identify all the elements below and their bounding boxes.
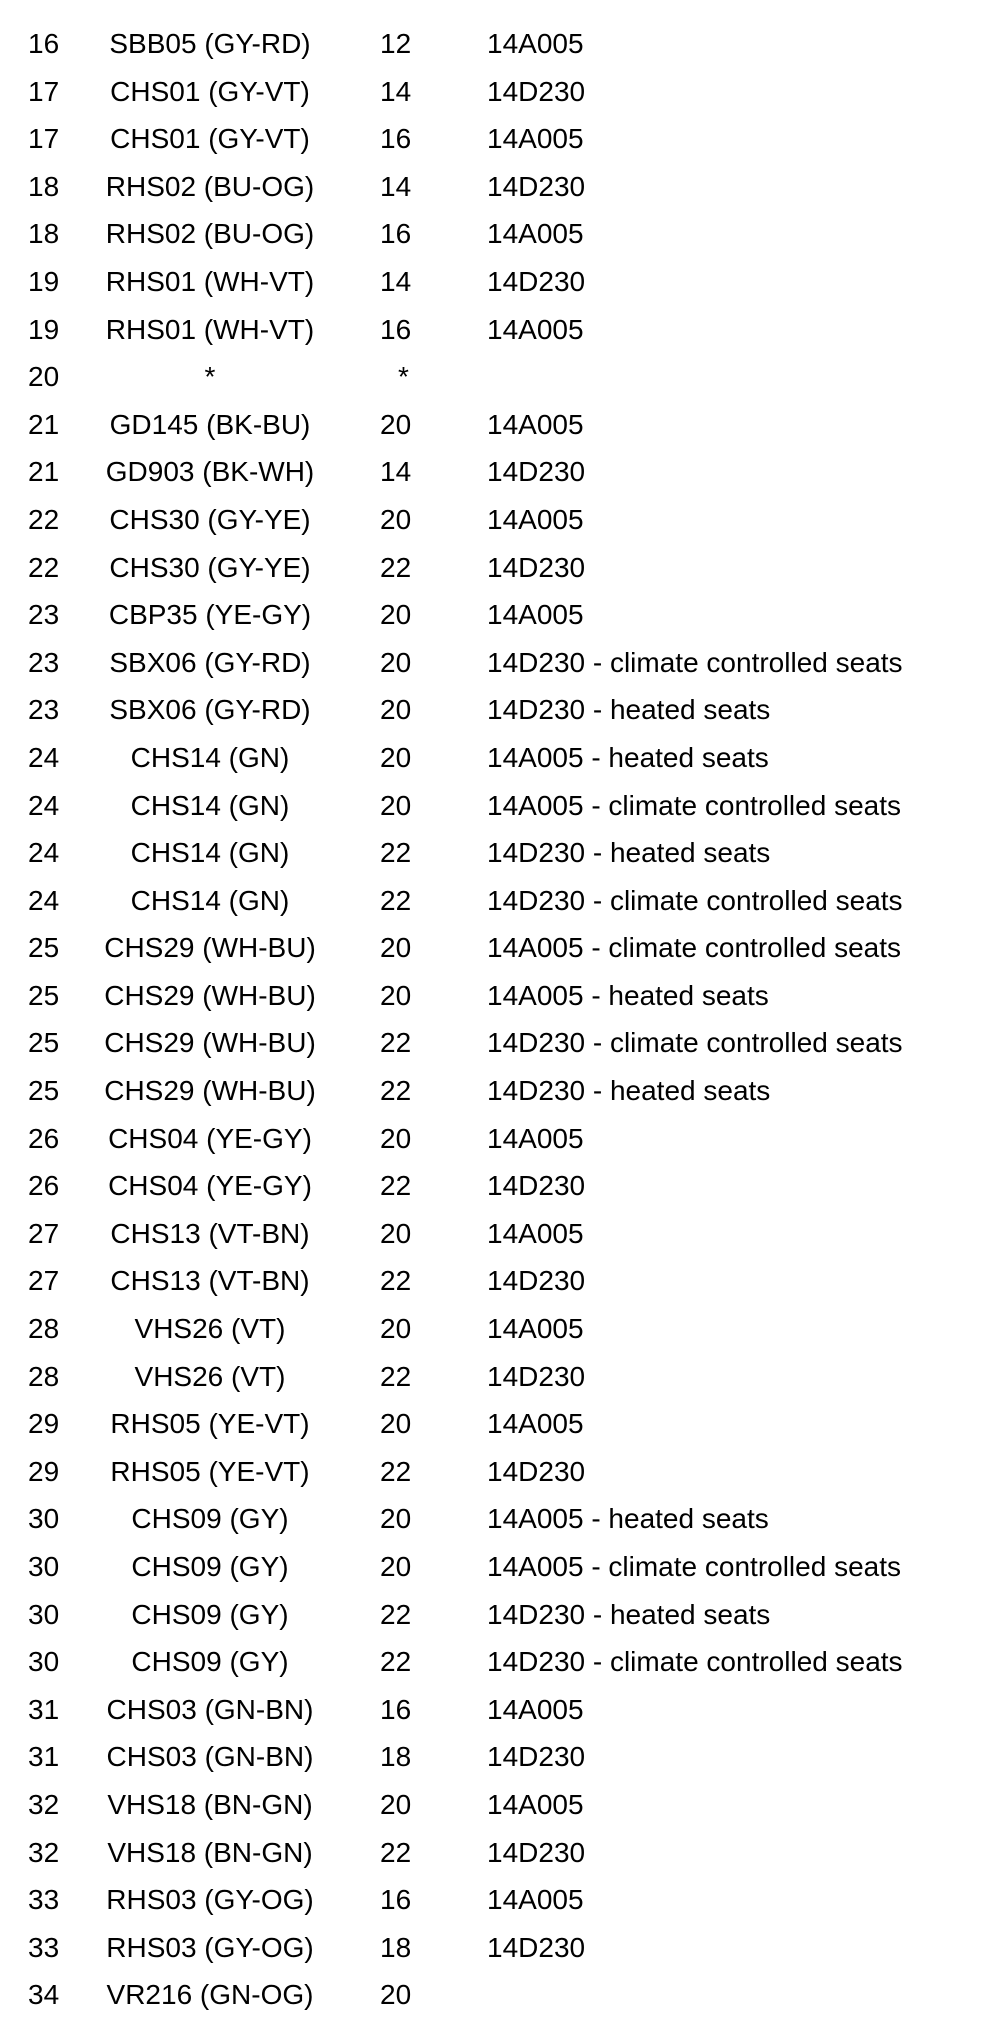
circuit-cell: CHS14 (GN) [130, 884, 290, 916]
pin-number-cell: 21 [28, 456, 60, 488]
option-cell: 14D230 [487, 456, 586, 488]
option-cell: 14D230 - heated seats [487, 837, 771, 869]
option-cell: 14A005 [487, 1122, 584, 1154]
circuit-cell: CHS04 (YE-GY) [108, 1122, 312, 1154]
pin-number-cell: 16 [28, 28, 60, 59]
option-cell: 14D230 - heated seats [487, 1598, 771, 1630]
option-cell: 14A005 - climate controlled seats [487, 932, 901, 964]
circuit-cell: CHS03 (GN-BN) [106, 1693, 314, 1725]
wire-gauge-cell: 20 [380, 646, 412, 678]
option-cell: 14D230 [487, 170, 586, 202]
circuit-cell: RHS05 (YE-VT) [110, 1455, 310, 1487]
circuit-cell: SBB05 (GY-RD) [109, 28, 311, 59]
option-cell: 14D230 - climate controlled seats [487, 1027, 903, 1059]
circuit-cell: SBX06 (GY-RD) [109, 646, 311, 678]
table-row [0, 163, 992, 211]
pin-number-cell: 25 [28, 1027, 60, 1059]
table-row [0, 1686, 992, 1734]
pin-number-cell: 19 [28, 313, 60, 345]
wire-gauge-cell: 20 [380, 1503, 412, 1535]
option-cell: 14D230 - heated seats [487, 694, 771, 726]
table-row [0, 972, 992, 1020]
pin-number-cell: 32 [28, 1788, 60, 1820]
pin-number-cell: 27 [28, 1217, 60, 1249]
option-cell: 14A005 - heated seats [487, 741, 769, 773]
wire-gauge-cell: 22 [380, 551, 412, 583]
pin-number-cell: 29 [28, 1455, 60, 1487]
wire-gauge-cell: 20 [380, 408, 412, 440]
circuit-cell: CHS09 (GY) [131, 1646, 289, 1678]
option-cell: 14D230 - climate controlled seats [487, 884, 903, 916]
wire-gauge-cell: 22 [380, 1360, 412, 1392]
circuit-cell: CHS13 (VT-BN) [110, 1217, 310, 1249]
table-row [0, 1829, 992, 1877]
option-cell: 14A005 [487, 1313, 584, 1345]
circuit-cell: RHS01 (WH-VT) [105, 265, 315, 297]
circuit-cell: RHS05 (YE-VT) [110, 1408, 310, 1440]
table-row [0, 448, 992, 496]
circuit-cell: CHS09 (GY) [131, 1598, 289, 1630]
table-row [0, 1162, 992, 1210]
pin-number-cell: 25 [28, 932, 60, 964]
wire-gauge-cell: 22 [380, 1170, 412, 1202]
pin-number-cell: 19 [28, 265, 60, 297]
circuit-cell: * [204, 361, 216, 393]
option-cell: 14D230 [487, 551, 586, 583]
pin-number-cell: 30 [28, 1598, 60, 1630]
table-row [0, 401, 992, 449]
wire-gauge-cell: 20 [380, 1788, 412, 1820]
wire-gauge-cell: 20 [380, 1122, 412, 1154]
circuit-cell: SBX06 (GY-RD) [109, 694, 311, 726]
option-cell: 14A005 [487, 1884, 584, 1916]
pin-number-cell: 31 [28, 1741, 60, 1773]
option-cell: 14D230 [487, 75, 586, 107]
table-row [0, 1448, 992, 1496]
pin-number-cell: 29 [28, 1408, 60, 1440]
table-row [0, 353, 992, 401]
wire-gauge-cell: 22 [380, 1027, 412, 1059]
wire-gauge-cell: 14 [380, 170, 412, 202]
table-row [0, 496, 992, 544]
circuit-cell: CHS01 (GY-VT) [110, 123, 310, 155]
option-cell: 14A005 [487, 123, 584, 155]
wire-gauge-cell: 20 [380, 789, 412, 821]
pin-number-cell: 28 [28, 1313, 60, 1345]
wire-gauge-cell: * [398, 361, 409, 393]
wire-gauge-cell: 20 [380, 1408, 412, 1440]
table-row [0, 20, 992, 68]
option-cell: 14D230 [487, 1265, 586, 1297]
pin-number-cell: 17 [28, 75, 60, 107]
table-row [0, 115, 992, 163]
option-cell: 14A005 - heated seats [487, 1503, 769, 1535]
wire-gauge-cell: 20 [380, 599, 412, 631]
circuit-cell: CHS04 (YE-GY) [108, 1170, 312, 1202]
pin-number-cell: 25 [28, 979, 60, 1011]
pin-number-cell: 23 [28, 646, 60, 678]
table-row [0, 1305, 992, 1353]
pin-number-cell: 23 [28, 694, 60, 726]
circuit-cell: CHS14 (GN) [130, 837, 290, 869]
option-cell: 14D230 [487, 265, 586, 297]
pin-number-cell: 18 [28, 218, 60, 250]
wire-gauge-cell: 20 [380, 932, 412, 964]
table-row [0, 1353, 992, 1401]
wire-gauge-cell: 22 [380, 1598, 412, 1630]
wire-gauge-cell: 22 [380, 884, 412, 916]
wire-gauge-cell: 20 [380, 694, 412, 726]
table-row [0, 1210, 992, 1258]
wire-gauge-cell: 22 [380, 1265, 412, 1297]
pin-number-cell: 24 [28, 837, 60, 869]
wire-gauge-cell: 12 [380, 28, 412, 59]
option-cell: 14D230 - climate controlled seats [487, 646, 903, 678]
pin-number-cell: 28 [28, 1360, 60, 1392]
table-row [0, 1876, 992, 1924]
wire-gauge-cell: 14 [380, 456, 412, 488]
wire-gauge-cell: 14 [380, 75, 412, 107]
table-row [0, 1067, 992, 1115]
pin-number-cell: 20 [28, 361, 60, 393]
option-cell: 14D230 - climate controlled seats [487, 1646, 903, 1678]
option-cell: 14A005 [487, 503, 584, 535]
option-cell: 14D230 [487, 1836, 586, 1868]
circuit-cell: VHS18 (BN-GN) [107, 1836, 313, 1868]
table-row [0, 1019, 992, 1067]
table-row [0, 829, 992, 877]
table-row [0, 1543, 992, 1591]
option-cell: 14A005 [487, 313, 584, 345]
wire-gauge-cell: 22 [380, 1075, 412, 1107]
option-cell: 14D230 [487, 1170, 586, 1202]
pin-number-cell: 32 [28, 1836, 60, 1868]
table-row [0, 639, 992, 687]
circuit-cell: CHS09 (GY) [131, 1503, 289, 1535]
circuit-cell: CBP35 (YE-GY) [108, 599, 312, 631]
circuit-cell: GD903 (BK-WH) [105, 456, 315, 488]
circuit-cell: CHS29 (WH-BU) [104, 1027, 316, 1059]
table-row [0, 1591, 992, 1639]
wire-gauge-cell: 14 [380, 265, 412, 297]
pin-number-cell: 22 [28, 551, 60, 583]
circuit-cell: CHS30 (GY-YE) [109, 503, 311, 535]
circuit-cell: CHS29 (WH-BU) [104, 979, 316, 1011]
table-row [0, 1115, 992, 1163]
circuit-cell: RHS03 (GY-OG) [106, 1931, 314, 1963]
option-cell: 14A005 [487, 599, 584, 631]
option-cell: 14A005 [487, 1788, 584, 1820]
table-row [0, 1257, 992, 1305]
table-row [0, 1781, 992, 1829]
pin-number-cell: 30 [28, 1646, 60, 1678]
option-cell: 14A005 - climate controlled seats [487, 789, 901, 821]
option-cell: 14A005 - heated seats [487, 979, 769, 1011]
circuit-cell: CHS09 (GY) [131, 1551, 289, 1582]
wire-gauge-cell: 20 [380, 979, 412, 1011]
table-row [0, 544, 992, 592]
wire-gauge-cell: 20 [380, 1217, 412, 1249]
wire-gauge-cell: 20 [380, 741, 412, 773]
table-row [0, 734, 992, 782]
table-row [0, 1924, 992, 1972]
wire-gauge-cell: 22 [380, 1646, 412, 1678]
circuit-cell: CHS03 (GN-BN) [106, 1741, 314, 1773]
wire-gauge-cell: 22 [380, 837, 412, 869]
wire-gauge-cell: 18 [380, 1931, 412, 1963]
pin-number-cell: 24 [28, 741, 60, 773]
option-cell: 14A005 - climate controlled seats [487, 1551, 901, 1582]
wire-gauge-cell: 16 [380, 123, 412, 155]
wire-gauge-cell: 22 [380, 1836, 412, 1868]
option-cell: 14D230 [487, 1931, 586, 1963]
pin-number-cell: 30 [28, 1551, 60, 1582]
wire-gauge-cell: 16 [380, 313, 412, 345]
option-cell: 14D230 - heated seats [487, 1075, 771, 1107]
pin-number-cell: 30 [28, 1503, 60, 1535]
table-row [0, 68, 992, 116]
circuit-cell: VHS26 (VT) [134, 1360, 286, 1392]
table-row [0, 258, 992, 306]
pin-number-cell: 23 [28, 599, 60, 631]
pin-number-cell: 26 [28, 1122, 60, 1154]
option-cell: 14A005 [487, 218, 584, 250]
circuit-cell: CHS29 (WH-BU) [104, 1075, 316, 1107]
wire-gauge-cell: 16 [380, 1693, 412, 1725]
option-cell: 14D230 [487, 1741, 586, 1773]
option-cell: 14A005 [487, 1408, 584, 1440]
option-cell: 14A005 [487, 28, 584, 59]
wire-gauge-cell: 20 [380, 1313, 412, 1345]
table-row [0, 1971, 992, 2019]
circuit-cell: RHS02 (BU-OG) [105, 170, 315, 202]
table-row [0, 1495, 992, 1543]
pin-number-cell: 24 [28, 884, 60, 916]
circuit-cell: CHS29 (WH-BU) [104, 932, 316, 964]
wire-gauge-cell: 16 [380, 218, 412, 250]
pin-number-cell: 21 [28, 408, 60, 440]
table-row [0, 306, 992, 354]
circuit-cell: RHS03 (GY-OG) [106, 1884, 314, 1916]
wire-gauge-cell: 20 [380, 1979, 412, 2011]
circuit-cell: CHS01 (GY-VT) [110, 75, 310, 107]
wire-gauge-cell: 22 [380, 1455, 412, 1487]
wire-gauge-cell: 20 [380, 1551, 412, 1582]
circuit-cell: VHS26 (VT) [134, 1313, 286, 1345]
pin-number-cell: 33 [28, 1884, 60, 1916]
circuit-cell: CHS13 (VT-BN) [110, 1265, 310, 1297]
circuit-cell: VR216 (GN-OG) [106, 1979, 314, 2011]
table-row [0, 1400, 992, 1448]
pin-number-cell: 25 [28, 1075, 60, 1107]
connector-pinout-table [0, 20, 992, 2019]
pin-number-cell: 31 [28, 1693, 60, 1725]
circuit-cell: VHS18 (BN-GN) [107, 1788, 313, 1820]
pin-number-cell: 26 [28, 1170, 60, 1202]
option-cell: 14A005 [487, 408, 584, 440]
circuit-cell: GD145 (BK-BU) [109, 408, 311, 440]
table-row [0, 1638, 992, 1686]
table-row [0, 1733, 992, 1781]
circuit-cell: CHS14 (GN) [130, 789, 290, 821]
table-row [0, 210, 992, 258]
wire-gauge-cell: 20 [380, 503, 412, 535]
table-row [0, 782, 992, 830]
wire-gauge-cell: 18 [380, 1741, 412, 1773]
pin-number-cell: 18 [28, 170, 60, 202]
table-row [0, 924, 992, 972]
option-cell: 14A005 [487, 1693, 584, 1725]
table-row [0, 591, 992, 639]
option-cell: 14A005 [487, 1217, 584, 1249]
pin-number-cell: 34 [28, 1979, 60, 2011]
pin-number-cell: 17 [28, 123, 60, 155]
table-row [0, 877, 992, 925]
table-row [0, 686, 992, 734]
pin-number-cell: 27 [28, 1265, 60, 1297]
option-cell: 14D230 [487, 1360, 586, 1392]
circuit-cell: CHS14 (GN) [130, 741, 290, 773]
pin-number-cell: 22 [28, 503, 60, 535]
circuit-cell: CHS30 (GY-YE) [109, 551, 311, 583]
circuit-cell: RHS01 (WH-VT) [105, 313, 315, 345]
option-cell: 14D230 [487, 1455, 586, 1487]
pin-number-cell: 24 [28, 789, 60, 821]
pin-number-cell: 33 [28, 1931, 60, 1963]
circuit-cell: RHS02 (BU-OG) [105, 218, 315, 250]
wire-gauge-cell: 16 [380, 1884, 412, 1916]
